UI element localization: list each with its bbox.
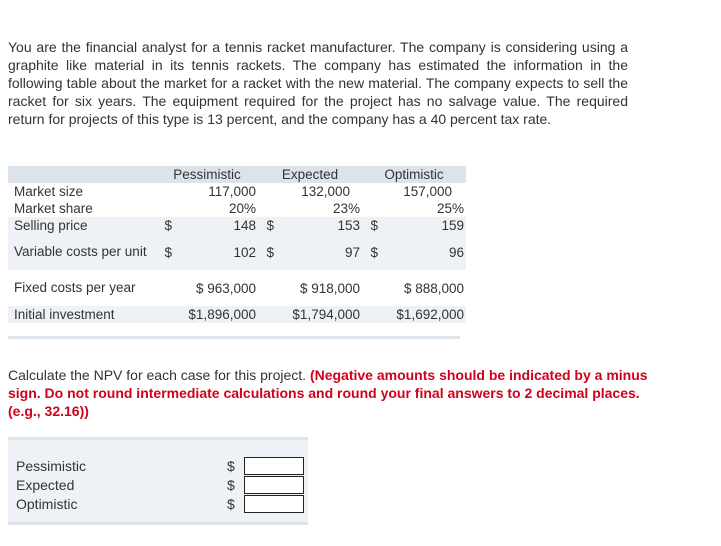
npv-optimistic-input[interactable]	[244, 495, 304, 513]
row-label: Variable costs per unit	[14, 244, 147, 259]
cell-value: 102	[233, 244, 256, 260]
cell-value: 97	[344, 244, 360, 260]
answer-panel-bottom-rule	[8, 522, 308, 525]
table-row	[8, 270, 466, 306]
npv-answer-panel	[8, 437, 308, 525]
cell-currency: $	[164, 218, 172, 233]
cell-currency	[258, 306, 276, 323]
answer-label: Pessimistic	[16, 458, 87, 474]
row-label: Selling price	[14, 218, 88, 233]
cell-value: 159	[441, 218, 464, 233]
cell-currency: $	[266, 218, 274, 233]
cell-value: $ 888,000	[403, 280, 464, 296]
row-label: Market size	[14, 184, 84, 199]
table-bottom-rule	[8, 336, 460, 339]
row-label: Market share	[14, 201, 93, 216]
cell-currency: $	[164, 244, 172, 260]
cell-value: $ 918,000	[299, 280, 360, 296]
answer-row-expected	[8, 476, 308, 494]
cell-currency	[156, 306, 174, 323]
npv-pessimistic-input[interactable]	[244, 457, 304, 475]
cell-currency	[258, 200, 276, 217]
table-row	[8, 200, 466, 217]
cell-value: 20%	[228, 201, 256, 216]
cell-value: $1,896,000	[188, 307, 256, 322]
cell-currency: $	[266, 244, 274, 260]
row-label: Fixed costs per year	[14, 280, 136, 295]
answer-label: Expected	[16, 477, 75, 493]
answer-row-pessimistic	[8, 457, 308, 475]
answer-currency: $	[227, 458, 235, 474]
answer-label: Optimistic	[16, 496, 78, 512]
cell-currency	[156, 183, 174, 200]
table-header-row	[8, 166, 466, 183]
header-blank	[8, 166, 156, 183]
npv-expected-input[interactable]	[244, 476, 304, 494]
header-optimistic: Optimistic	[384, 167, 444, 182]
header-pessimistic: Pessimistic	[173, 167, 241, 182]
cell-value: $1,692,000	[396, 307, 464, 322]
cell-currency: $	[370, 218, 378, 233]
cell-currency: $	[370, 244, 378, 260]
instructions-text: Calculate the NPV for each case for this project.	[8, 367, 310, 383]
table-row	[8, 234, 466, 270]
market-estimates-table	[8, 166, 466, 323]
cell-currency	[362, 270, 380, 306]
cell-value: 153	[337, 218, 360, 233]
cell-currency	[258, 270, 276, 306]
row-label: Initial investment	[14, 307, 115, 322]
cell-value: $ 963,000	[195, 280, 256, 296]
problem-statement: You are the financial analyst for a tennis racket manufacturer. The company is considering using a graphite like material in its tennis rackets. The company has estimated the information in the following table about the market for a racket with the new material. The company expects to sell the racket for six years. The equipment required for the project has no salvage value. The required return for projects of this type is 13 percent, and the company has a 40 percent tax rate.	[8, 39, 628, 127]
cell-value: 148	[233, 218, 256, 233]
cell-value: $1,794,000	[292, 307, 360, 322]
cell-currency	[258, 183, 276, 200]
cell-currency	[362, 183, 380, 200]
cell-value: 96	[448, 244, 464, 260]
cell-value: 23%	[332, 201, 360, 216]
instructions	[8, 366, 648, 420]
answer-currency: $	[227, 496, 235, 512]
table-row	[8, 306, 466, 323]
cell-currency	[156, 270, 174, 306]
answer-panel-top-rule	[8, 437, 308, 440]
header-expected: Expected	[281, 167, 339, 182]
cell-value: 157,000	[403, 184, 452, 199]
table-row	[8, 183, 466, 200]
answer-currency: $	[227, 477, 235, 493]
cell-value: 25%	[436, 201, 464, 216]
cell-currency	[362, 306, 380, 323]
cell-currency	[362, 200, 380, 217]
cell-value: 132,000	[301, 184, 350, 199]
instructions-emphasis: (Negative amounts should be indicated by a minus sign. Do not round intermediate calculations and round your final answers to 2 decimal places. (e.g., 32.16))	[8, 367, 648, 419]
answer-row-optimistic	[8, 495, 308, 513]
cell-value: 117,000	[208, 184, 256, 199]
table-row	[8, 217, 466, 234]
cell-currency	[156, 200, 174, 217]
